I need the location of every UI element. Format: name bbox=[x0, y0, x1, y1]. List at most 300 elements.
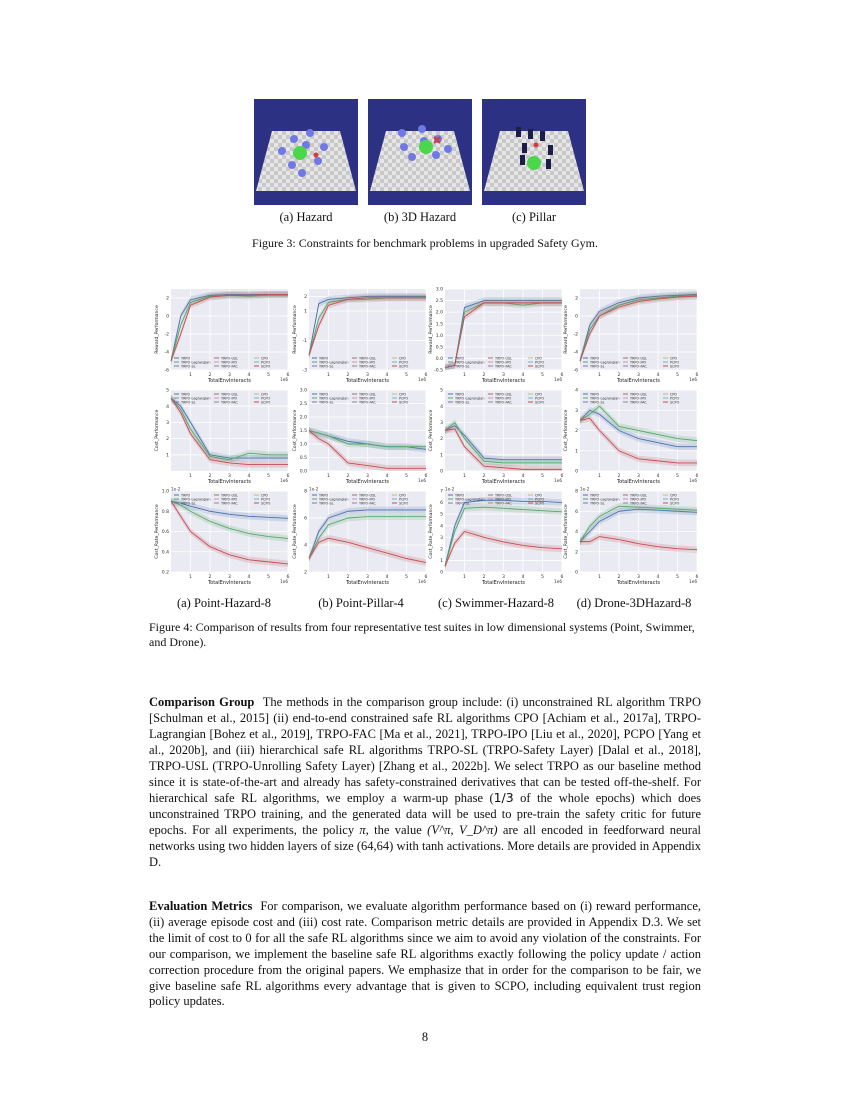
legend-label: TRPO-USL bbox=[495, 356, 512, 361]
legend-label: SCPO bbox=[399, 400, 409, 405]
y-axis-label: Cost_Rate_Performance bbox=[293, 504, 298, 559]
chart-svg bbox=[428, 284, 566, 384]
legend-label: SCPO bbox=[399, 501, 409, 506]
x-tick-label: 5 bbox=[541, 474, 544, 479]
y-tick-label: -4 bbox=[573, 350, 578, 356]
x-tick-label: 6 bbox=[695, 373, 699, 378]
x-tick-label: 6 bbox=[695, 575, 699, 580]
legend-label: TRPO-FAC bbox=[495, 364, 512, 369]
legend-label: TRPO-USL bbox=[630, 392, 647, 397]
y-axis-label: Reward_Performance bbox=[564, 305, 569, 354]
x-tick-label: 2 bbox=[617, 575, 621, 580]
y-multiplier-label: 1e-2 bbox=[580, 486, 590, 492]
legend-label: TRPO-SL bbox=[181, 400, 196, 405]
x-tick-label: 5 bbox=[405, 474, 408, 479]
x-tick-label: 3 bbox=[228, 575, 231, 580]
legend-label: PCPO bbox=[399, 396, 409, 401]
legend-label: TRPO-IPO bbox=[359, 360, 376, 365]
panel-drone-3dhazard-reward bbox=[560, 284, 701, 384]
legend-label: TRPO-SL bbox=[590, 400, 605, 405]
legend-label: CPO bbox=[261, 356, 269, 361]
y-tick-label: 0.8 bbox=[161, 509, 169, 515]
legend-label: TRPO-USL bbox=[630, 356, 647, 361]
legend-label: SCPO bbox=[399, 364, 409, 369]
y-tick-label: -1 bbox=[302, 339, 307, 345]
legend-label: TRPO bbox=[455, 356, 465, 361]
chart-svg bbox=[292, 284, 430, 384]
subcaption-3d-hazard: (b) 3D Hazard bbox=[383, 210, 457, 224]
legend-label: PCPO bbox=[535, 396, 545, 401]
y-tick-label: 0 bbox=[575, 469, 578, 475]
y-tick-label: 2 bbox=[166, 437, 169, 443]
legend-label: TRPO-FAC bbox=[495, 400, 512, 405]
legend-label: TRPO-SL bbox=[455, 400, 470, 405]
x-tick-label: 2 bbox=[208, 474, 212, 479]
y-axis-label: Cost_Performance bbox=[293, 409, 298, 452]
legend-label: TRPO-Lagrangian bbox=[590, 497, 620, 502]
x-tick-label: 2 bbox=[482, 373, 486, 378]
x-axis-label: TotalEnvInteracts bbox=[345, 479, 390, 485]
x-multiplier-label: 1e6 bbox=[280, 377, 288, 382]
y-tick-label: 0 bbox=[166, 314, 169, 320]
x-tick-label: 3 bbox=[502, 575, 505, 580]
x-multiplier-label: 1e6 bbox=[554, 377, 562, 382]
x-tick-label: 5 bbox=[676, 373, 679, 378]
y-tick-label: 8 bbox=[304, 489, 307, 495]
x-multiplier-label: 1e6 bbox=[689, 478, 697, 483]
x-tick-label: 3 bbox=[637, 575, 640, 580]
legend-label: TRPO-SL bbox=[590, 364, 605, 369]
x-tick-label: 5 bbox=[267, 474, 270, 479]
y-multiplier-label: 1e-2 bbox=[309, 486, 319, 492]
panel-swimmer-hazard-cost bbox=[428, 385, 566, 485]
y-tick-label: 1.5 bbox=[435, 322, 443, 328]
panel-drone-3dhazard-cost bbox=[560, 385, 701, 485]
x-tick-label: 2 bbox=[346, 474, 350, 479]
y-tick-label: -4 bbox=[164, 350, 169, 356]
3d-hazard-scene-image bbox=[368, 99, 472, 205]
y-tick-label: 4 bbox=[440, 524, 443, 530]
x-tick-label: 2 bbox=[208, 373, 212, 378]
chart-svg bbox=[428, 486, 566, 586]
legend-label: TRPO-Lagrangian bbox=[319, 360, 349, 365]
legend-label: PCPO bbox=[535, 360, 545, 365]
legend-label: TRPO-Lagrangian bbox=[455, 396, 485, 401]
y-tick-label: 2 bbox=[575, 429, 578, 435]
y-axis-label: Cost_Performance bbox=[429, 409, 434, 452]
legend-label: TRPO-IPO bbox=[495, 396, 512, 401]
x-tick-label: 1 bbox=[598, 575, 601, 580]
legend-label: TRPO-IPO bbox=[630, 497, 647, 502]
legend-label: TRPO bbox=[590, 356, 600, 361]
y-tick-label: 0 bbox=[440, 469, 443, 475]
y-tick-label: 4 bbox=[575, 388, 578, 394]
legend-label: PCPO bbox=[670, 396, 680, 401]
legend-label: TRPO-FAC bbox=[221, 400, 238, 405]
x-tick-label: 4 bbox=[385, 474, 389, 479]
pillar-scene-image bbox=[482, 99, 586, 205]
legend-label: SCPO bbox=[535, 364, 545, 369]
y-tick-label: 4 bbox=[575, 530, 578, 536]
x-tick-label: 1 bbox=[463, 373, 466, 378]
x-tick-label: 6 bbox=[560, 575, 564, 580]
legend-label: CPO bbox=[670, 493, 678, 498]
legend-label: TRPO-SL bbox=[590, 501, 605, 506]
y-tick-label: 3 bbox=[166, 421, 169, 426]
legend-label: TRPO-FAC bbox=[359, 400, 376, 405]
y-tick-label: 0.5 bbox=[299, 456, 307, 462]
legend-label: TRPO-SL bbox=[319, 364, 334, 369]
x-tick-label: 6 bbox=[286, 575, 290, 580]
y-axis-label: Cost_Performance bbox=[155, 409, 160, 452]
x-tick-label: 3 bbox=[637, 373, 640, 378]
x-tick-label: 5 bbox=[267, 373, 270, 378]
legend-label: TRPO-IPO bbox=[221, 360, 238, 365]
legend-label: TRPO-IPO bbox=[221, 497, 238, 502]
legend-label: CPO bbox=[670, 392, 678, 397]
legend-label: TRPO bbox=[455, 392, 465, 397]
legend-label: TRPO bbox=[590, 493, 600, 498]
legend-label: TRPO-USL bbox=[495, 392, 512, 397]
x-axis-label: TotalEnvInteracts bbox=[481, 479, 526, 485]
x-tick-label: 6 bbox=[560, 474, 564, 479]
caption-drone-3dhazard-8: (d) Drone-3DHazard-8 bbox=[576, 596, 692, 610]
x-tick-label: 3 bbox=[228, 373, 231, 378]
legend-label: SCPO bbox=[670, 501, 680, 506]
y-tick-label: 8 bbox=[575, 489, 578, 495]
legend-label: SCPO bbox=[261, 364, 271, 369]
y-tick-label: 6 bbox=[304, 516, 307, 522]
x-multiplier-label: 1e6 bbox=[554, 579, 562, 584]
x-tick-label: 2 bbox=[617, 373, 621, 378]
legend-label: PCPO bbox=[261, 497, 271, 502]
legend-label: CPO bbox=[399, 493, 407, 498]
legend-label: TRPO-SL bbox=[319, 501, 334, 506]
page-number: 8 bbox=[421, 1030, 429, 1044]
y-axis-label: Cost_Rate_Performance bbox=[564, 504, 569, 559]
x-tick-label: 4 bbox=[385, 373, 389, 378]
y-tick-label: 3 bbox=[440, 535, 443, 541]
legend-label: PCPO bbox=[670, 497, 680, 502]
y-tick-label: 2 bbox=[166, 296, 169, 302]
legend-label: TRPO-USL bbox=[221, 356, 238, 361]
legend-label: TRPO-USL bbox=[221, 392, 238, 397]
x-multiplier-label: 1e6 bbox=[418, 579, 426, 584]
y-tick-label: 0 bbox=[575, 314, 578, 320]
x-tick-label: 4 bbox=[521, 575, 525, 580]
x-tick-label: 1 bbox=[189, 474, 192, 479]
y-multiplier-label: 1e-2 bbox=[171, 486, 181, 492]
x-axis-label: TotalEnvInteracts bbox=[207, 580, 252, 586]
y-tick-label: 3.0 bbox=[299, 388, 307, 394]
y-tick-label: 0 bbox=[440, 570, 443, 576]
x-tick-label: 4 bbox=[521, 373, 525, 378]
x-axis-label: TotalEnvInteracts bbox=[616, 378, 661, 384]
y-tick-label: 2 bbox=[575, 550, 578, 556]
legend-label: TRPO-USL bbox=[221, 493, 238, 498]
x-tick-label: 2 bbox=[208, 575, 212, 580]
y-tick-label: -2 bbox=[164, 332, 169, 338]
legend-label: TRPO-SL bbox=[181, 501, 196, 506]
y-tick-label: 2 bbox=[440, 437, 443, 443]
legend-label: TRPO-USL bbox=[359, 356, 376, 361]
legend-label: TRPO-USL bbox=[630, 493, 647, 498]
x-tick-label: 3 bbox=[366, 575, 369, 580]
legend-label: TRPO bbox=[181, 493, 191, 498]
legend-label: TRPO-IPO bbox=[359, 497, 376, 502]
legend-label: TRPO bbox=[319, 356, 329, 361]
x-tick-label: 3 bbox=[502, 474, 505, 479]
x-tick-label: 1 bbox=[463, 474, 466, 479]
y-tick-label: 0.2 bbox=[161, 570, 169, 576]
chart-svg bbox=[560, 284, 701, 384]
y-tick-label: 6 bbox=[575, 509, 578, 515]
y-tick-label: 1.0 bbox=[161, 489, 169, 495]
x-multiplier-label: 1e6 bbox=[554, 478, 562, 483]
evaluation-metrics-paragraph bbox=[149, 899, 701, 1010]
legend-label: TRPO-Lagrangian bbox=[319, 396, 349, 401]
legend-label: TRPO-Lagrangian bbox=[181, 360, 211, 365]
y-tick-label: 3 bbox=[575, 408, 578, 414]
legend-label: TRPO-SL bbox=[181, 364, 196, 369]
x-axis-label: TotalEnvInteracts bbox=[207, 378, 252, 384]
x-tick-label: 4 bbox=[656, 373, 660, 378]
y-tick-label: 5 bbox=[440, 512, 443, 518]
x-tick-label: 2 bbox=[482, 575, 486, 580]
x-tick-label: 1 bbox=[327, 575, 330, 580]
legend-label: TRPO-USL bbox=[359, 493, 376, 498]
x-multiplier-label: 1e6 bbox=[280, 579, 288, 584]
y-tick-label: 1 bbox=[304, 309, 307, 315]
chart-svg bbox=[560, 486, 701, 586]
legend-label: SCPO bbox=[261, 501, 271, 506]
chart-svg bbox=[154, 486, 292, 586]
legend-label: TRPO-Lagrangian bbox=[590, 360, 620, 365]
comparison-group-heading: Comparison Group bbox=[149, 695, 255, 709]
legend-label: TRPO-FAC bbox=[359, 501, 376, 506]
y-tick-label: 1.0 bbox=[435, 333, 443, 339]
legend-label: CPO bbox=[399, 356, 407, 361]
x-axis-label: TotalEnvInteracts bbox=[616, 479, 661, 485]
x-tick-label: 3 bbox=[366, 373, 369, 378]
y-tick-label: 2.5 bbox=[435, 299, 443, 305]
y-tick-label: 6 bbox=[440, 501, 443, 507]
legend-label: TRPO-IPO bbox=[630, 360, 647, 365]
y-tick-label: 0.0 bbox=[299, 469, 307, 475]
y-tick-label: 2 bbox=[440, 547, 443, 553]
x-tick-label: 5 bbox=[541, 373, 544, 378]
x-tick-label: 4 bbox=[656, 575, 660, 580]
panel-point-pillar-cost bbox=[292, 385, 430, 485]
x-axis-label: TotalEnvInteracts bbox=[345, 580, 390, 586]
panel-point-pillar-cost-rate bbox=[292, 486, 430, 586]
x-tick-label: 6 bbox=[424, 474, 428, 479]
x-tick-label: 6 bbox=[560, 373, 564, 378]
y-tick-label: 4 bbox=[440, 404, 443, 410]
legend-label: TRPO bbox=[319, 392, 329, 397]
x-multiplier-label: 1e6 bbox=[280, 478, 288, 483]
legend-label: TRPO-FAC bbox=[221, 501, 238, 506]
chart-svg bbox=[154, 385, 292, 485]
x-tick-label: 3 bbox=[366, 474, 369, 479]
legend-label: TRPO-FAC bbox=[495, 501, 512, 506]
y-tick-label: 0.0 bbox=[435, 357, 443, 363]
x-tick-label: 5 bbox=[541, 575, 544, 580]
y-tick-label: 2.5 bbox=[299, 402, 307, 408]
legend-label: TRPO-Lagrangian bbox=[319, 497, 349, 502]
x-tick-label: 1 bbox=[327, 474, 330, 479]
y-axis-label: Reward_Performance bbox=[293, 305, 298, 354]
legend-label: CPO bbox=[399, 392, 407, 397]
y-tick-label: 1 bbox=[440, 559, 443, 565]
chart-svg bbox=[560, 385, 701, 485]
legend-label: TRPO-IPO bbox=[495, 497, 512, 502]
y-axis-label: Reward_Performance bbox=[429, 305, 434, 354]
legend-label: TRPO-FAC bbox=[221, 364, 238, 369]
x-tick-label: 4 bbox=[247, 474, 251, 479]
panel-point-hazard-cost-rate bbox=[154, 486, 292, 586]
legend-label: TRPO-Lagrangian bbox=[590, 396, 620, 401]
x-tick-label: 1 bbox=[598, 373, 601, 378]
y-tick-label: 2 bbox=[304, 570, 307, 576]
x-multiplier-label: 1e6 bbox=[689, 377, 697, 382]
legend-label: TRPO-FAC bbox=[359, 364, 376, 369]
y-axis-label: Reward_Performance bbox=[155, 305, 160, 354]
legend-label: PCPO bbox=[261, 360, 271, 365]
x-tick-label: 2 bbox=[482, 474, 486, 479]
x-axis-label: TotalEnvInteracts bbox=[616, 580, 661, 586]
legend-label: TRPO-IPO bbox=[630, 396, 647, 401]
y-tick-label: 2 bbox=[304, 294, 307, 300]
x-tick-label: 5 bbox=[405, 575, 408, 580]
x-axis-label: TotalEnvInteracts bbox=[345, 378, 390, 384]
y-axis-label: Cost_Rate_Performance bbox=[155, 504, 160, 559]
y-tick-label: -6 bbox=[573, 368, 578, 374]
legend-label: CPO bbox=[535, 392, 543, 397]
panel-swimmer-hazard-cost-rate bbox=[428, 486, 566, 586]
legend-label: SCPO bbox=[535, 501, 545, 506]
caption-point-hazard-8: (a) Point-Hazard-8 bbox=[176, 596, 272, 610]
legend-label: TRPO-USL bbox=[495, 493, 512, 498]
x-multiplier-label: 1e6 bbox=[689, 579, 697, 584]
y-tick-label: 0.6 bbox=[161, 530, 169, 536]
legend-label: PCPO bbox=[535, 497, 545, 502]
legend-label: SCPO bbox=[535, 400, 545, 405]
y-tick-label: 0 bbox=[575, 570, 578, 576]
legend-label: TRPO-Lagrangian bbox=[455, 497, 485, 502]
legend-label: PCPO bbox=[399, 360, 409, 365]
y-tick-label: 2.0 bbox=[435, 310, 443, 316]
figure4-caption: Figure 4: Comparison of results from four representative test suites in low dimensional systems (Point, Swimmer, and Drone). bbox=[149, 620, 695, 649]
y-tick-label: 4 bbox=[304, 543, 307, 549]
legend-label: TRPO-Lagrangian bbox=[455, 360, 485, 365]
panel-drone-3dhazard-cost-rate bbox=[560, 486, 701, 586]
legend-label: TRPO-SL bbox=[319, 400, 334, 405]
comparison-group-text: The methods in the comparison group include: (i) unconstrained RL algorithm TRPO [Schulman et al., 2015] (ii) end-to-end constrained safe RL algorithms CPO [Achiam et al., 2017a], TRPO-Lagrangian [Bohez et al., 2019], TRPO-FAC [Ma et al., 2021], TRPO-IPO [Liu et al., 2020], PCPO [Yang et al., 2020b], and (iii) hierarchical safe RL algorithms TRPO-SL (TRPO-Safety Layer) [Dalal et al., 2018], TRPO-USL (TRPO-Unrolling Safety Layer) [Zhang et al., 2022b]. We select TRPO as our baseline method since it is state-of-the-art and already has safety-constrained derivatives that can be tested off-the-shelf. For hierarchical safe RL algorithms, we employ a warm-up phase ( bbox=[149, 695, 701, 806]
panel-swimmer-hazard-reward bbox=[428, 284, 566, 384]
y-tick-label: 1 bbox=[166, 453, 169, 459]
y-tick-label: 7 bbox=[440, 489, 443, 495]
panel-point-hazard-reward bbox=[154, 284, 292, 384]
legend-label: TRPO bbox=[181, 392, 191, 397]
x-tick-label: 1 bbox=[598, 474, 601, 479]
chart-svg bbox=[292, 385, 430, 485]
legend-label: PCPO bbox=[399, 497, 409, 502]
hazard-scene-image bbox=[254, 99, 358, 205]
x-tick-label: 3 bbox=[502, 373, 505, 378]
legend-label: TRPO bbox=[590, 392, 600, 397]
legend-label: TRPO-IPO bbox=[495, 360, 512, 365]
x-tick-label: 5 bbox=[676, 474, 679, 479]
legend-label: TRPO-FAC bbox=[630, 364, 647, 369]
y-tick-label: 3.0 bbox=[435, 287, 443, 293]
y-axis-label: Cost_Rate_Performance bbox=[429, 504, 434, 559]
x-axis-label: TotalEnvInteracts bbox=[207, 479, 252, 485]
legend-label: TRPO-USL bbox=[359, 392, 376, 397]
subcaption-pillar: (c) Pillar bbox=[511, 210, 557, 224]
x-tick-label: 6 bbox=[424, 575, 428, 580]
x-tick-label: 2 bbox=[346, 575, 350, 580]
legend-label: CPO bbox=[535, 356, 543, 361]
x-multiplier-label: 1e6 bbox=[418, 377, 426, 382]
x-tick-label: 2 bbox=[346, 373, 350, 378]
fraction-one-third: 1/3 bbox=[493, 790, 514, 806]
legend-label: CPO bbox=[670, 356, 678, 361]
x-tick-label: 5 bbox=[405, 373, 408, 378]
x-multiplier-label: 1e6 bbox=[418, 478, 426, 483]
x-tick-label: 1 bbox=[189, 373, 192, 378]
comparison-group-paragraph bbox=[149, 695, 701, 871]
x-tick-label: 1 bbox=[189, 575, 192, 580]
y-tick-label: 5 bbox=[440, 388, 443, 394]
y-axis-label: Cost_Performance bbox=[564, 409, 569, 452]
x-tick-label: 3 bbox=[637, 474, 640, 479]
legend-label: CPO bbox=[261, 392, 269, 397]
x-tick-label: 5 bbox=[676, 575, 679, 580]
y-tick-label: 4 bbox=[166, 404, 169, 410]
legend-label: TRPO-Lagrangian bbox=[181, 497, 211, 502]
y-tick-label: 2.0 bbox=[299, 415, 307, 421]
x-tick-label: 4 bbox=[247, 575, 251, 580]
policy-symbol: π bbox=[359, 823, 366, 838]
evaluation-metrics-heading: Evaluation Metrics bbox=[149, 899, 253, 913]
x-tick-label: 6 bbox=[695, 474, 699, 479]
y-tick-label: 1 bbox=[440, 453, 443, 459]
y-tick-label: 1 bbox=[575, 449, 578, 455]
chart-svg bbox=[292, 486, 430, 586]
legend-label: TRPO bbox=[319, 493, 329, 498]
y-tick-label: -0.5 bbox=[434, 368, 443, 374]
x-tick-label: 6 bbox=[286, 474, 290, 479]
y-tick-label: -2 bbox=[573, 332, 578, 338]
x-tick-label: 4 bbox=[656, 474, 660, 479]
legend-label: TRPO-IPO bbox=[359, 396, 376, 401]
y-tick-label: 1.5 bbox=[299, 429, 307, 435]
legend-label: TRPO-FAC bbox=[630, 501, 647, 506]
x-tick-label: 3 bbox=[228, 474, 231, 479]
legend-label: CPO bbox=[535, 493, 543, 498]
y-tick-label: 3 bbox=[440, 421, 443, 426]
figure3-caption: Figure 3: Constraints for benchmark problems in upgraded Safety Gym. bbox=[252, 236, 598, 250]
legend-label: SCPO bbox=[670, 400, 680, 405]
comparison-group-text-2: of the whole epochs) which does unconstrained TRPO training, and the generated data will be used to pre-train the safety critic for future epochs. For all experiments, the policy bbox=[149, 791, 701, 838]
y-tick-label: 0.4 bbox=[161, 550, 169, 556]
legend-label: TRPO-Lagrangian bbox=[181, 396, 211, 401]
y-tick-label: 5 bbox=[166, 388, 169, 394]
panel-point-pillar-reward bbox=[292, 284, 430, 384]
legend-label: TRPO-FAC bbox=[630, 400, 647, 405]
x-tick-label: 4 bbox=[247, 373, 251, 378]
